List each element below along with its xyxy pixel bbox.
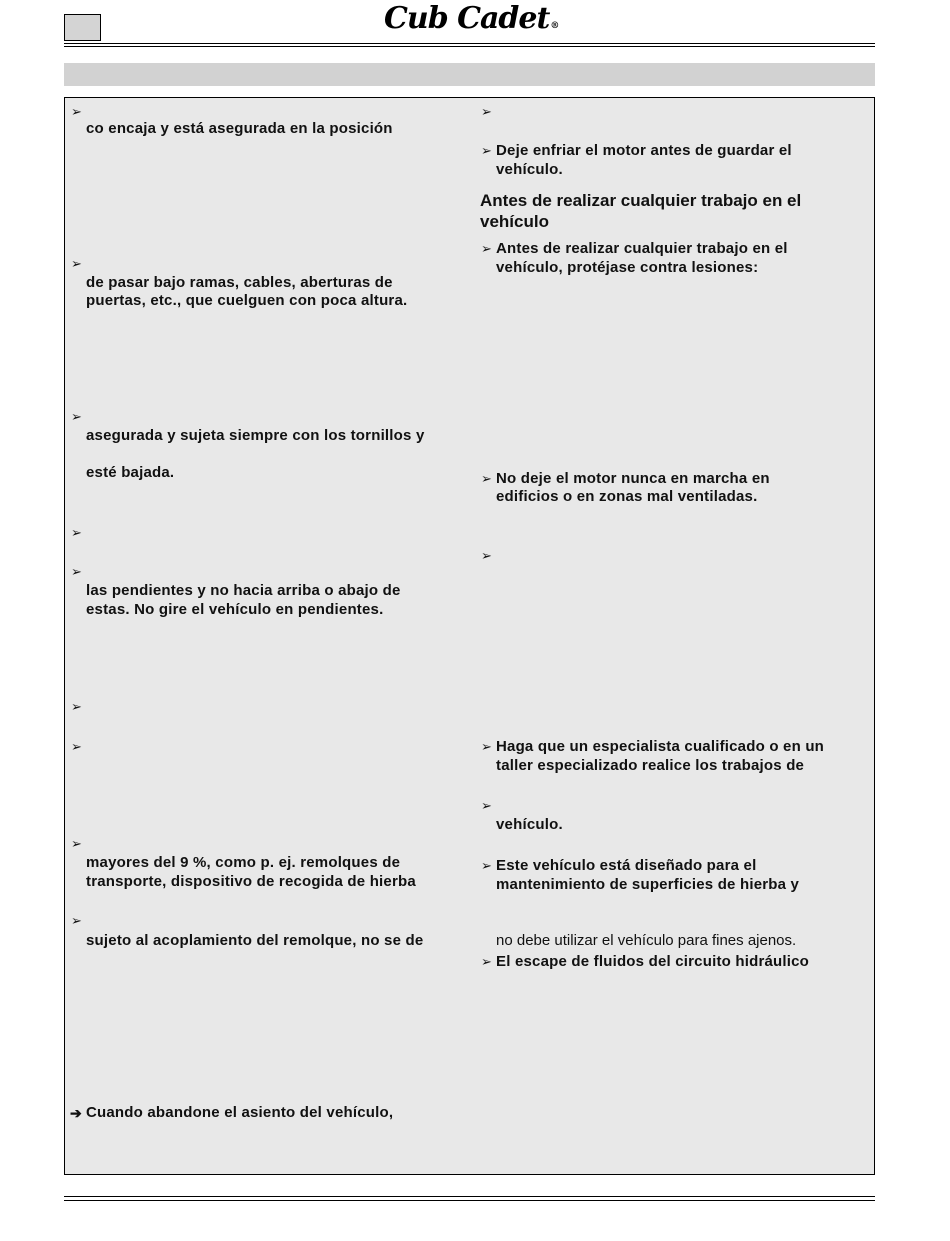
bullet-icon: ➢ (481, 739, 492, 754)
bullet-icon: ➢ (481, 143, 492, 158)
right-text-line: Haga que un especialista cualificado o en un (496, 738, 825, 755)
bullet-icon: ➢ (481, 241, 492, 256)
bullet-icon: ➢ (481, 471, 492, 486)
section-title-band (64, 63, 875, 86)
page-number-box (64, 14, 101, 41)
registered-mark: ® (550, 21, 559, 31)
bullet-icon: ➢ (71, 256, 82, 271)
bullet-icon: ➢ (71, 525, 82, 540)
left-text-line: Cuando abandone el asiento del vehículo, (86, 1104, 394, 1121)
right-text-line: Antes de realizar cualquier trabajo en el (496, 240, 788, 257)
bullet-icon: ➢ (481, 858, 492, 873)
header-rule-top (64, 43, 875, 44)
bullet-icon: ➢ (71, 409, 82, 424)
left-text-line: mayores del 9 %, como p. ej. remolques de (86, 854, 401, 871)
header-rule-bottom (64, 46, 875, 47)
right-text-line: edificios o en zonas mal ventiladas. (496, 488, 758, 505)
bullet-icon: ➢ (71, 836, 82, 851)
footer-rule-bottom (64, 1200, 875, 1201)
left-text-line: de pasar bajo ramas, cables, aberturas de (86, 274, 393, 291)
bullet-icon: ➢ (71, 699, 82, 714)
left-text-line: puertas, etc., que cuelguen con poca altura. (86, 292, 408, 309)
left-text-line: sujeto al acoplamiento del remolque, no se de (86, 932, 424, 949)
bullet-icon: ➢ (481, 548, 492, 563)
bullet-icon: ➢ (481, 954, 492, 969)
right-text-line: Este vehículo está diseñado para el (496, 857, 757, 874)
right-text-line: vehículo. (496, 161, 563, 178)
right-text-line: no debe utilizar el vehículo para fines ajenos. (496, 932, 797, 949)
right-text-line: vehículo, protéjase contra lesiones: (496, 259, 759, 276)
bullet-icon: ➢ (71, 104, 82, 119)
left-text-line: co encaja y está asegurada en la posición (86, 120, 393, 137)
section-heading: Antes de realizar cualquier trabajo en el (480, 191, 802, 210)
left-text-line: asegurada y sujeta siempre con los tornillos y (86, 427, 425, 444)
bullet-icon: ➢ (71, 739, 82, 754)
bullet-icon: ➢ (71, 564, 82, 579)
right-text-line: El escape de fluidos del circuito hidráulico (496, 953, 810, 970)
left-text-line: esté bajada. (86, 464, 175, 481)
right-text-line: No deje el motor nunca en marcha en (496, 470, 770, 487)
cub-cadet-logo (384, 1, 558, 36)
right-text-line: vehículo. (496, 816, 563, 833)
bullet-icon: ➢ (71, 913, 82, 928)
right-text-line: mantenimiento de superficies de hierba y (496, 876, 800, 893)
bullet-icon: ➢ (481, 104, 492, 119)
brand-wordmark: Cub Cadet (384, 1, 550, 36)
arrow-right-icon: ➔ (70, 1105, 82, 1121)
left-text-line: estas. No gire el vehículo en pendientes. (86, 601, 384, 618)
section-heading: vehículo (480, 212, 549, 231)
bullet-icon: ➢ (481, 798, 492, 813)
right-text-line: taller especializado realice los trabajos de (496, 757, 805, 774)
left-text-line: transporte, dispositivo de recogida de hierba (86, 873, 416, 890)
right-text-line: Deje enfriar el motor antes de guardar el (496, 142, 792, 159)
left-text-line: las pendientes y no hacia arriba o abajo de (86, 582, 401, 599)
footer-rule-top (64, 1196, 875, 1197)
